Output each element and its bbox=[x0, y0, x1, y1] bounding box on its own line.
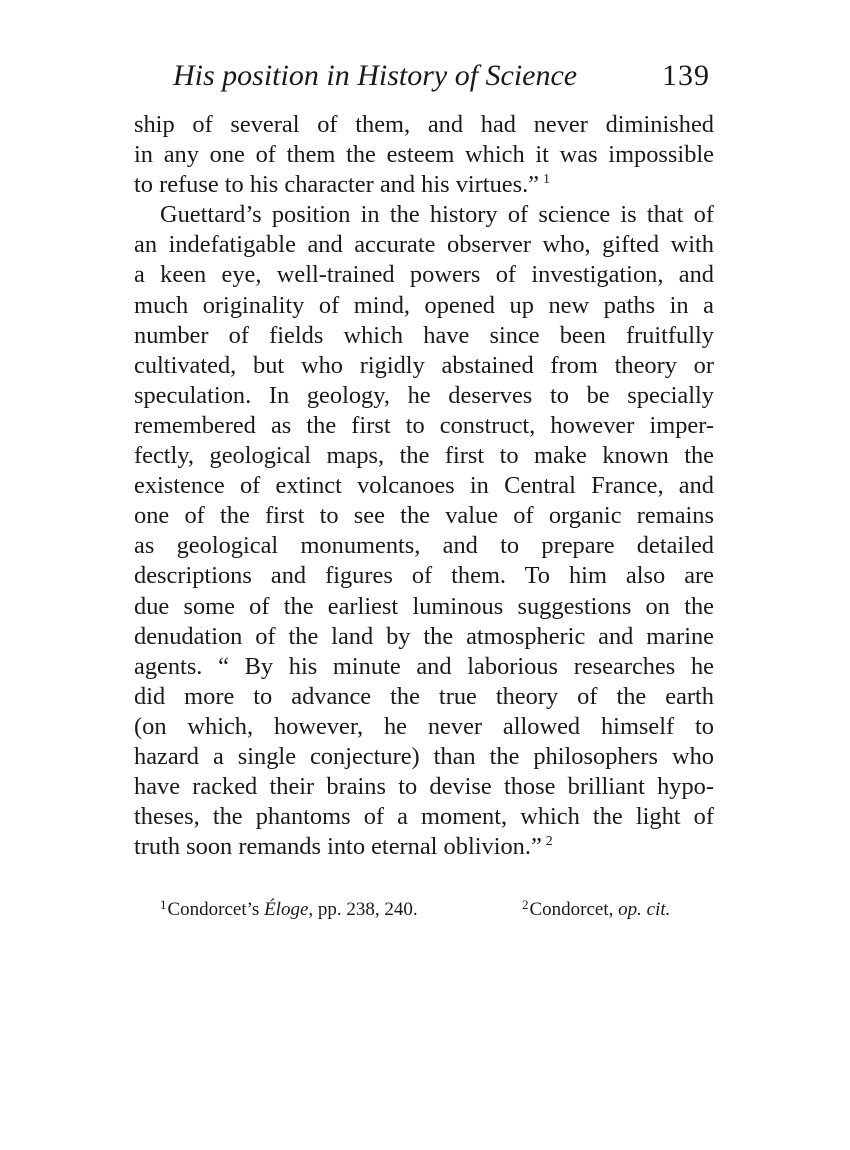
footnote-marker-2: 2 bbox=[522, 897, 529, 912]
footnote-2-author: Condorcet, bbox=[529, 899, 614, 920]
text-line: did more to advance the true theory of the earth bbox=[134, 682, 714, 710]
text-line: theses, the phantoms of a moment, which the light of bbox=[134, 803, 714, 831]
footnote-2-work: op. cit. bbox=[618, 899, 671, 920]
text-line: remembered as the first to construct, however imper- bbox=[134, 411, 714, 439]
text-line: due some of the earliest luminous suggestions on the bbox=[134, 592, 714, 620]
page-number: 139 bbox=[662, 59, 710, 92]
text-line: have racked their brains to devise those brilliant hypo- bbox=[134, 773, 714, 801]
text-line-content: to refuse to his character and his virtues.” bbox=[134, 171, 540, 199]
footnote-1-author: Condorcet’s bbox=[167, 899, 260, 920]
text-line: (on which, however, he never allowed himself to bbox=[134, 712, 714, 740]
text-line: speculation. In geology, he deserves to be specially bbox=[134, 381, 714, 409]
text-line: existence of extinct volcanoes in Central France, and bbox=[134, 472, 714, 500]
text-line: agents. “ By his minute and laborious researches he bbox=[134, 652, 714, 680]
text-line: cultivated, but who rigidly abstained from theory or bbox=[134, 351, 714, 379]
footnote-reference-2: 2 bbox=[545, 834, 553, 850]
text-line: hazard a single conjecture) than the philosophers who bbox=[134, 742, 714, 770]
footnotes bbox=[160, 896, 720, 924]
text-line-content: truth soon remands into eternal oblivion.” bbox=[134, 833, 542, 861]
text-line: number of fields which have since been fruitfully bbox=[134, 321, 714, 349]
running-head bbox=[135, 56, 715, 96]
text-line bbox=[134, 170, 714, 200]
text-line: much originality of mind, opened up new paths in a bbox=[134, 291, 714, 319]
text-line: descriptions and figures of them. To him also are bbox=[134, 562, 714, 590]
footnote-1 bbox=[160, 896, 418, 924]
footnote-1-pages: pp. 238, 240. bbox=[317, 899, 418, 920]
footnote-2 bbox=[522, 896, 670, 924]
body-text bbox=[134, 110, 714, 862]
footnote-1-work: Éloge, bbox=[264, 899, 314, 920]
text-line: as geological monuments, and to prepare detailed bbox=[134, 532, 714, 560]
footnote-marker-1: 1 bbox=[160, 897, 167, 912]
footnote-reference-1: 1 bbox=[543, 172, 551, 188]
text-line bbox=[134, 832, 714, 862]
text-line: an indefatigable and accurate observer who, gifted with bbox=[134, 231, 714, 259]
paragraph-first-line: Guettard’s position in the history of science is that of bbox=[160, 201, 714, 229]
running-title: His position in History of Science bbox=[173, 59, 578, 92]
text-line: denudation of the land by the atmospheric and marine bbox=[134, 622, 714, 650]
text-line: fectly, geological maps, the first to make known the bbox=[134, 442, 714, 470]
text-line: one of the first to see the value of organic remains bbox=[134, 502, 714, 530]
text-line: ship of several of them, and had never diminished bbox=[134, 111, 714, 138]
text-line: in any one of them the esteem which it was impossible bbox=[134, 141, 714, 169]
text-line: a keen eye, well-trained powers of investigation, and bbox=[134, 261, 714, 289]
